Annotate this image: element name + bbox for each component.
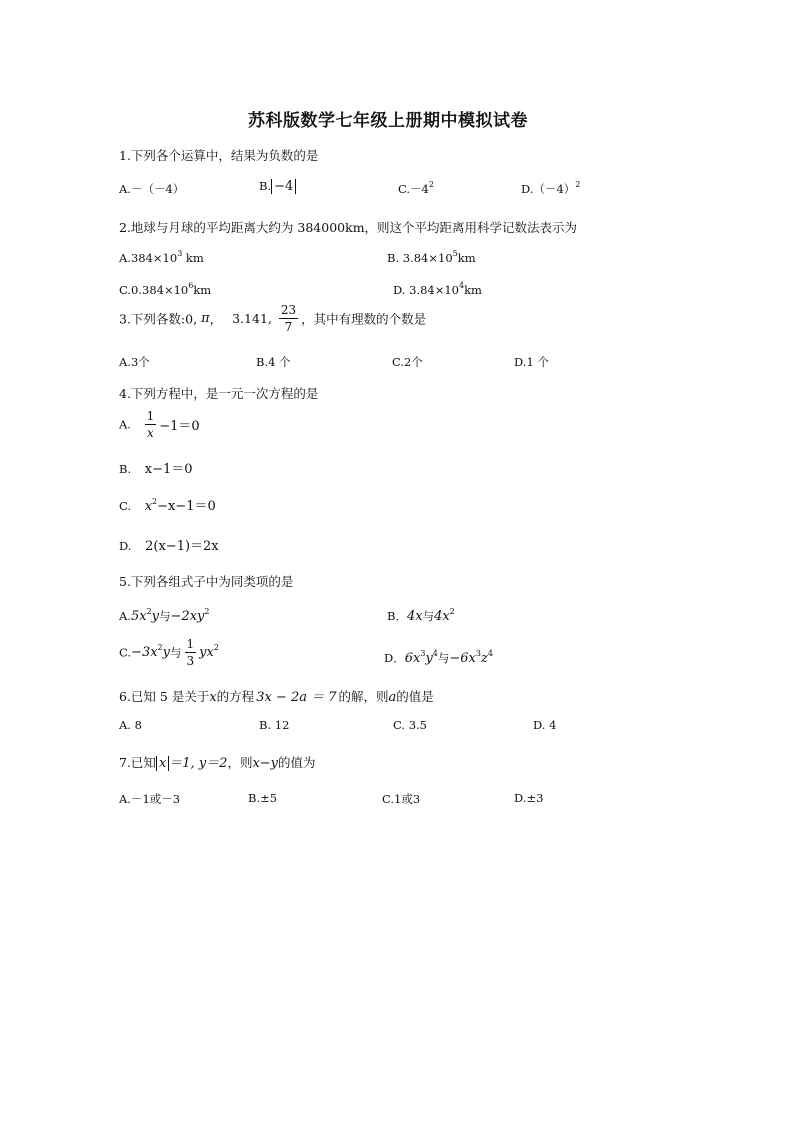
question-6-option-c: C. 3.5 xyxy=(393,718,427,732)
question-5-option-c: $C.-3x^2y$与 $\frac{1}{3}$ $yx^2$ xyxy=(119,637,219,668)
question-4-option-b: B. x−1＝0 xyxy=(119,462,193,477)
question-1-option-a: A.－（－4） xyxy=(119,182,185,196)
question-7-option-b: B.±5 xyxy=(248,791,278,805)
question-3-option-c: C.2个 xyxy=(392,355,423,369)
question-6-option-d: D. 4 xyxy=(533,718,557,732)
question-6-option-b: B. 12 xyxy=(259,718,290,732)
question-3-option-b: B.4 个 xyxy=(256,355,291,369)
question-7-option-c: C.1或3 xyxy=(382,792,421,806)
question-3-option-d: D.1 个 xyxy=(514,355,549,369)
question-7-option-d: D.±3 xyxy=(514,791,544,805)
question-5-option-b: B．4x与$4x^2$ xyxy=(387,607,455,624)
question-5-option-d: D．$6x^3y^4$与$-6x^3z^4$ xyxy=(384,649,493,666)
question-4-option-d: D. 2(x−1)＝2x xyxy=(119,539,219,554)
question-4-option-c: C. $x^2-x-1=0$ xyxy=(119,497,216,514)
question-4-stem: 4.下列方程中，是一元一次方程的是 xyxy=(119,386,319,401)
question-6-option-a: A. 8 xyxy=(119,718,142,732)
question-3-stem: 3.下列各数:0, π， 3.141, $\frac{23}{7}$ ，其中有理数的个数是 xyxy=(119,303,427,334)
absolute-value: −4 xyxy=(271,179,296,194)
question-7-option-a: A.－1或－3 xyxy=(119,792,181,806)
question-2-option-c: $C.0.384\times 10^6km$ xyxy=(119,281,212,297)
question-2-option-b: B. $3.84\times 10^5km$ xyxy=(387,249,476,265)
question-2-option-a: $A.384\times 10^3$ km xyxy=(119,249,204,265)
question-3-option-a: A.3个 xyxy=(119,355,150,369)
question-1-stem: 1.下列各个运算中，结果为负数的是 xyxy=(119,148,319,163)
absolute-value: x xyxy=(156,756,169,771)
question-1-option-b: B. −4 xyxy=(259,179,296,194)
question-6-stem: 6.已知 5 是关于x的方程 3x − 2a ＝ 7 的解，则a的值是 xyxy=(119,689,434,705)
question-2-stem: 2.地球与月球的平均距离大约为 384000km，则这个平均距离用科学记数法表示为 xyxy=(119,220,578,235)
question-1-option-c: $C.-4^2$ xyxy=(398,180,434,196)
page-title: 苏科版数学七年级上册期中模拟试卷 xyxy=(248,111,528,131)
question-7-stem: 7.已知 x ＝1, y＝2，则x−y的值为 xyxy=(119,755,316,771)
question-5-stem: 5.下列各组式子中为同类项的是 xyxy=(119,574,294,589)
question-4-option-a: A. $\frac{1}{x}$ −1＝0 xyxy=(119,409,200,440)
question-5-option-a: $A.5x^2y$与$-2xy^2$ xyxy=(119,607,210,624)
fraction-23-7: $\frac{23}{7}$ xyxy=(280,303,297,334)
question-2-option-d: D. $3.84\times 10^4km$ xyxy=(393,281,482,297)
question-1-option-d: $D.(-4)^2$ xyxy=(521,180,581,196)
